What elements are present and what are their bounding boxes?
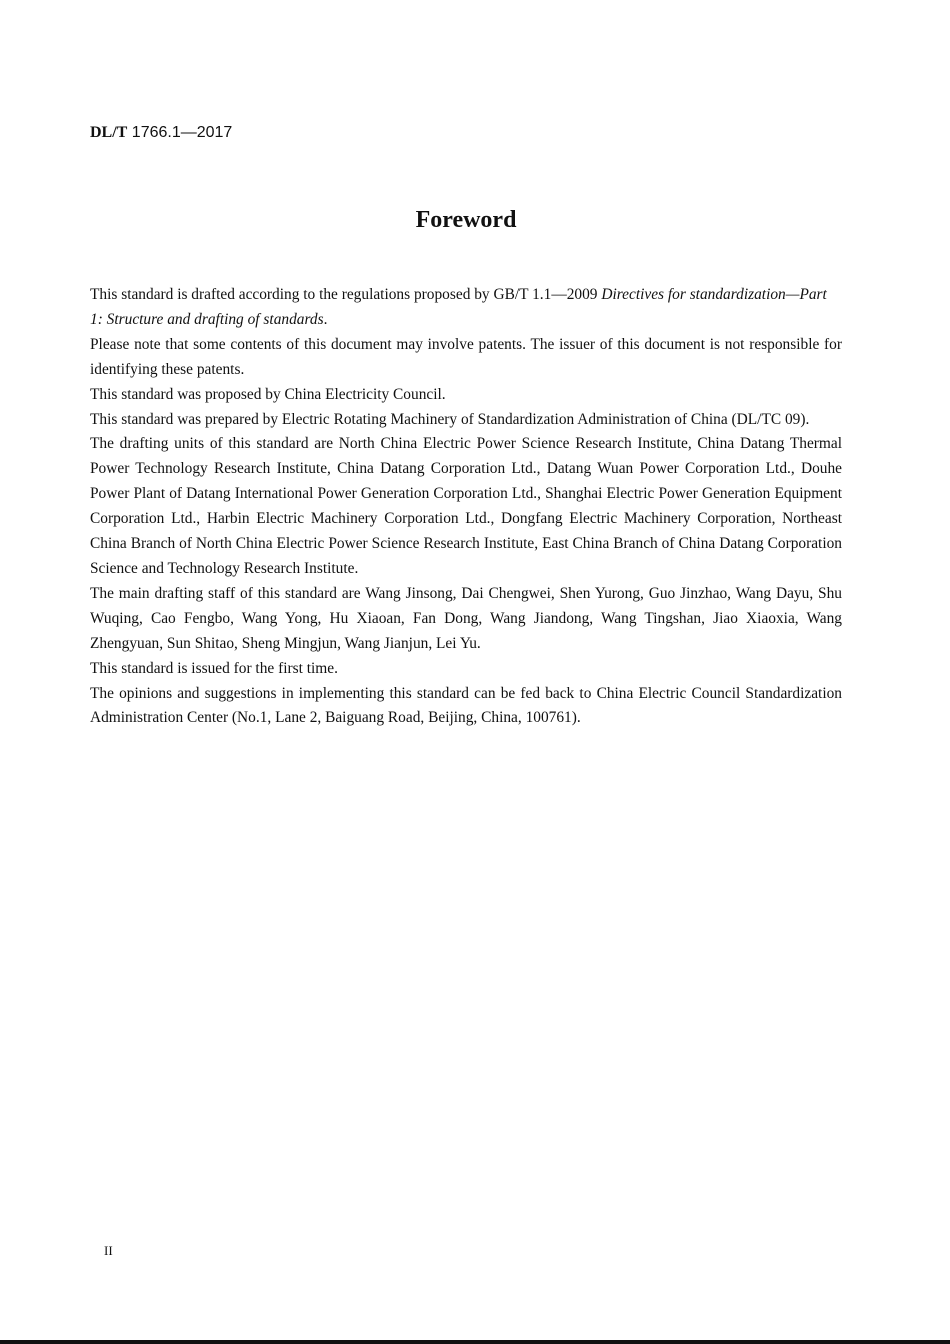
paragraph-drafting-rules: [90, 283, 842, 333]
paragraph-prepared-by: This standard was prepared by Electric Rotating Machinery of Standardization Administration of China (DL/TC 09).: [90, 410, 810, 428]
bottom-rule: [0, 1340, 950, 1344]
paragraph-drafting-rules-text: This standard is drafted according to the regulations proposed by GB/T 1.1—2009: [90, 286, 602, 303]
standard-code-number: 1766.1—2017: [127, 124, 233, 141]
standard-code: [90, 123, 232, 143]
paragraph-drafting-units: The drafting units of this standard are North China Electric Power Science Research Institute, China Datang Thermal Power Technology Research Institute, China Datang Corporation Ltd., Datang Wuan Power Corporation Ltd., Douhe Power Plant of Datang International Power Generation Corporation Ltd., Shanghai Electric Power Generation Equipment Corporation Ltd., Harbin Electric Machinery Corporation Ltd., Dongfang Electric Machinery Corporation, Northeast China Branch of North China Electric Power Science Research Institute, East China Branch of China Datang Corporation Science and Technology Research Institute.: [90, 435, 842, 577]
paragraph-drafting-rules-reference: Directives for standardization—Part 1: Structure and drafting of standards: [90, 286, 827, 328]
standard-code-prefix: DL/T: [90, 124, 128, 141]
page-number: II: [104, 1243, 113, 1258]
paragraph-first-issue: This standard is issued for the first time.: [90, 659, 338, 677]
paragraph-drafting-staff: The main drafting staff of this standard are Wang Jinsong, Dai Chengwei, Shen Yurong, Guo Jinzhao, Wang Dayu, Shu Wuqing, Cao Fengbo, Wang Yong, Hu Xiaoan, Fan Dong, Wang Jiandong, Wang Tingshan, Jiao Xiaoxia, Wang Zhengyuan, Sun Shitao, Sheng Mingjun, Wang Jianjun, Lei Yu.: [90, 584, 842, 652]
page-title: Foreword: [415, 207, 517, 233]
paragraph-patents: Please note that some contents of this document may involve patents. The issuer of this document is not responsible for identifying these patents.: [90, 335, 842, 378]
foreword-body: [90, 283, 842, 731]
paragraph-drafting-rules-end: .: [323, 310, 328, 328]
paragraph-feedback: The opinions and suggestions in implementing this standard can be fed back to China Electric Council Standardization Administration Center (No.1, Lane 2, Baiguang Road, Beijing, China, 100761).: [90, 684, 842, 727]
paragraph-proposed-by: This standard was proposed by China Electricity Council.: [90, 385, 446, 403]
